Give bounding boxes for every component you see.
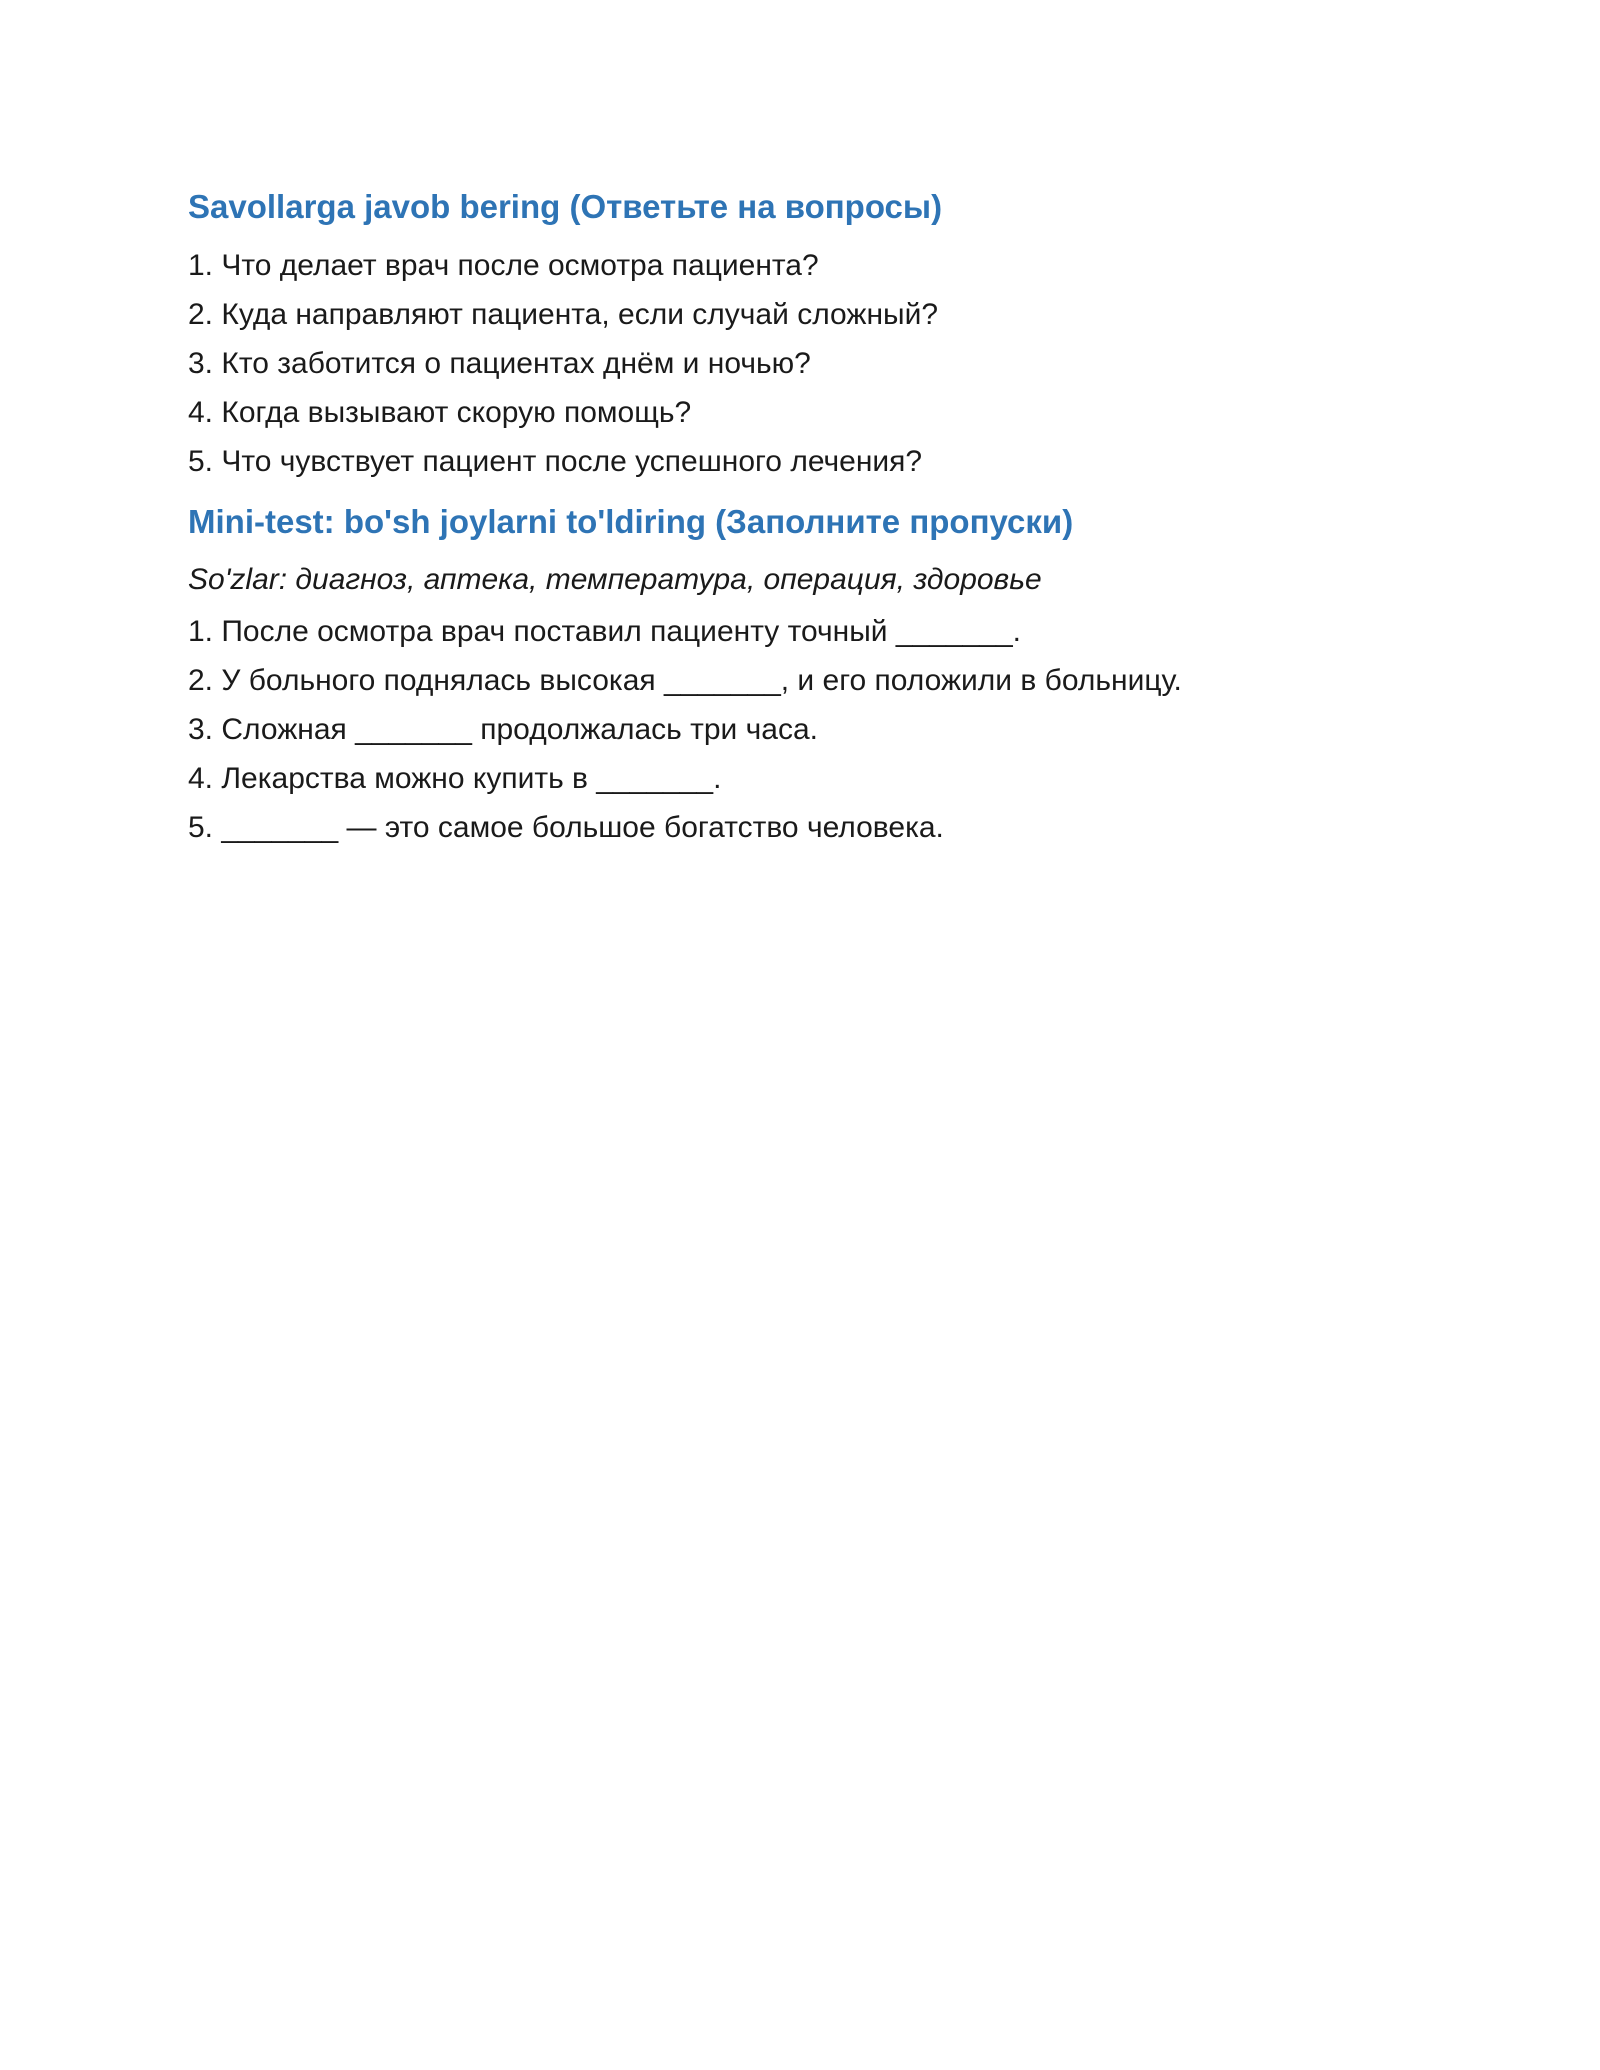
question-item: 4. Когда вызывают скорую помощь?: [188, 396, 692, 429]
fill-in-item: 3. Сложная _______ продолжалась три часа.: [188, 713, 818, 746]
question-item: 3. Кто заботится о пациентах днём и ночью?: [188, 347, 811, 380]
fill-in-item: 5. _______ — это самое большое богатство человека.: [188, 811, 944, 844]
fill-in-item: 4. Лекарства можно купить в _______.: [188, 762, 722, 795]
question-item: 2. Куда направляют пациента, если случай сложный?: [188, 298, 939, 331]
fill-in-item: 2. У больного поднялась высокая _______, и его положили в больницу.: [188, 664, 1182, 697]
question-item: 1. Что делает врач после осмотра пациента?: [188, 249, 819, 282]
questions-list: [188, 241, 1418, 486]
question-item: 5. Что чувствует пациент после успешного лечения?: [188, 445, 923, 478]
document-content: [188, 184, 1418, 852]
fill-in-list: [188, 607, 1418, 852]
mini-test-heading: Mini-test: bo'sh joylarni to'ldiring (Заполните пропуски): [188, 503, 1074, 540]
questions-heading: Savollarga javob bering (Ответьте на вопросы): [188, 188, 943, 225]
fill-in-item: 1. После осмотра врач поставил пациенту точный _______.: [188, 615, 1022, 648]
word-bank: So'zlar: диагноз, аптека, температура, операция, здоровье: [188, 563, 1042, 596]
